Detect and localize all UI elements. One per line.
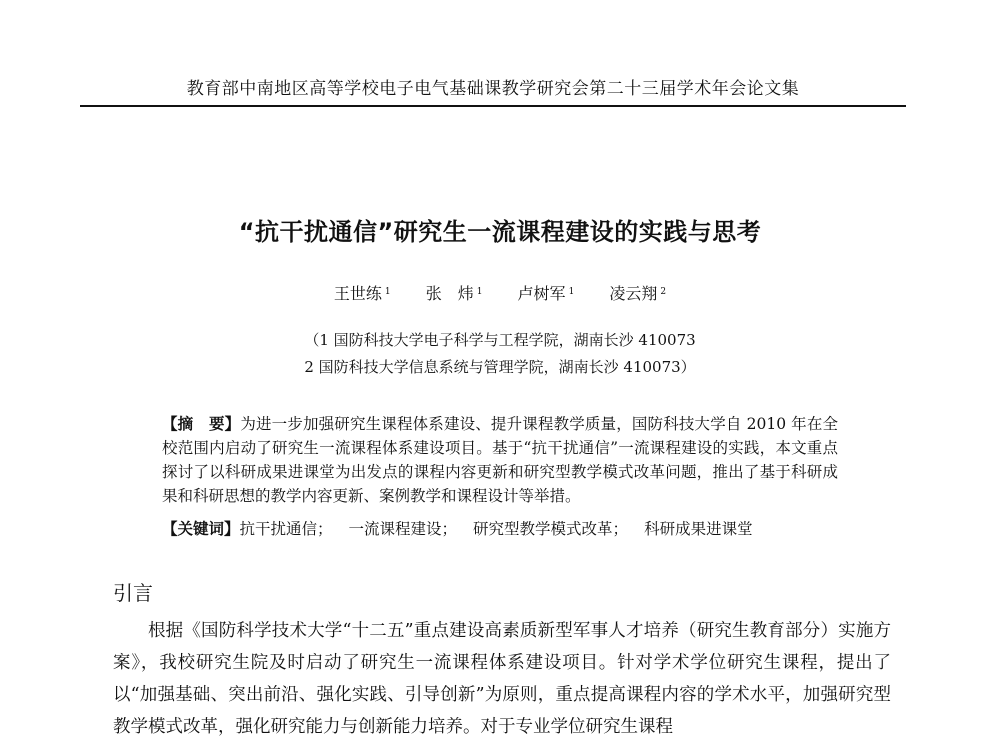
author	[518, 284, 575, 304]
abstract-label: 【摘 要】	[162, 415, 241, 433]
abstract-text: 为进一步加强研究生课程体系建设、提升课程教学质量，国防科技大学自 2010 年在全校范围内启动了研究生一流课程体系建设项目。基于“抗干扰通信”一流课程建设的实践，本文重点探讨了以科研成果进课堂为出发点的课程内容更新和研究型教学模式改革问题，推出了基于科研成果和科研思想的教学内容更新、案例教学和课程设计等举措。	[162, 415, 838, 505]
running-header: 教育部中南地区高等学校电子电气基础课教学研究会第二十三届学术年会论文集	[186, 79, 800, 99]
header-rule	[80, 105, 906, 107]
author-affiliation-mark: 1	[476, 287, 483, 297]
author	[426, 284, 483, 304]
author-list	[0, 284, 1000, 304]
author	[334, 284, 391, 304]
section-heading-introduction: 引言	[113, 581, 153, 605]
paper-title: “抗干扰通信”研究生一流课程建设的实践与思考	[238, 218, 762, 246]
author-name: 卢树军	[517, 284, 566, 303]
author-affiliation-mark: 1	[568, 287, 575, 297]
affiliation-2: 2 国防科技大学信息系统与管理学院，湖南长沙 410073）	[304, 358, 696, 376]
keyword: 科研成果进课堂	[644, 520, 753, 538]
keyword: 抗干扰通信；	[239, 520, 333, 538]
author-name: 凌云翔	[609, 284, 658, 303]
abstract	[162, 412, 838, 508]
author-name: 王世练	[333, 284, 382, 303]
body-paragraph: 根据《国防科学技术大学“十二五”重点建设高素质新型军事人才培养（研究生教育部分）实施方案》，我校研究生院及时启动了研究生一流课程体系建设项目。针对学术学位研究生课程，提出了以“加强基础、突出前沿、强化实践、引导创新”为原则，重点提高课程内容的学术水平，加强研究型教学模式改革，强化研究能力与创新能力培养。对于专业学位研究生课程	[113, 621, 891, 737]
author-name: 张 炜	[425, 284, 474, 303]
keyword: 研究型教学模式改革；	[473, 520, 629, 538]
keyword: 一流课程建设；	[348, 520, 458, 538]
keywords	[162, 517, 838, 541]
keywords-label: 【关键词】	[162, 520, 240, 538]
affiliation-1: （1 国防科技大学电子科学与工程学院，湖南长沙 410073	[304, 331, 696, 349]
author-affiliation-mark: 2	[660, 287, 667, 297]
author-affiliation-mark: 1	[384, 287, 391, 297]
author	[609, 284, 666, 304]
